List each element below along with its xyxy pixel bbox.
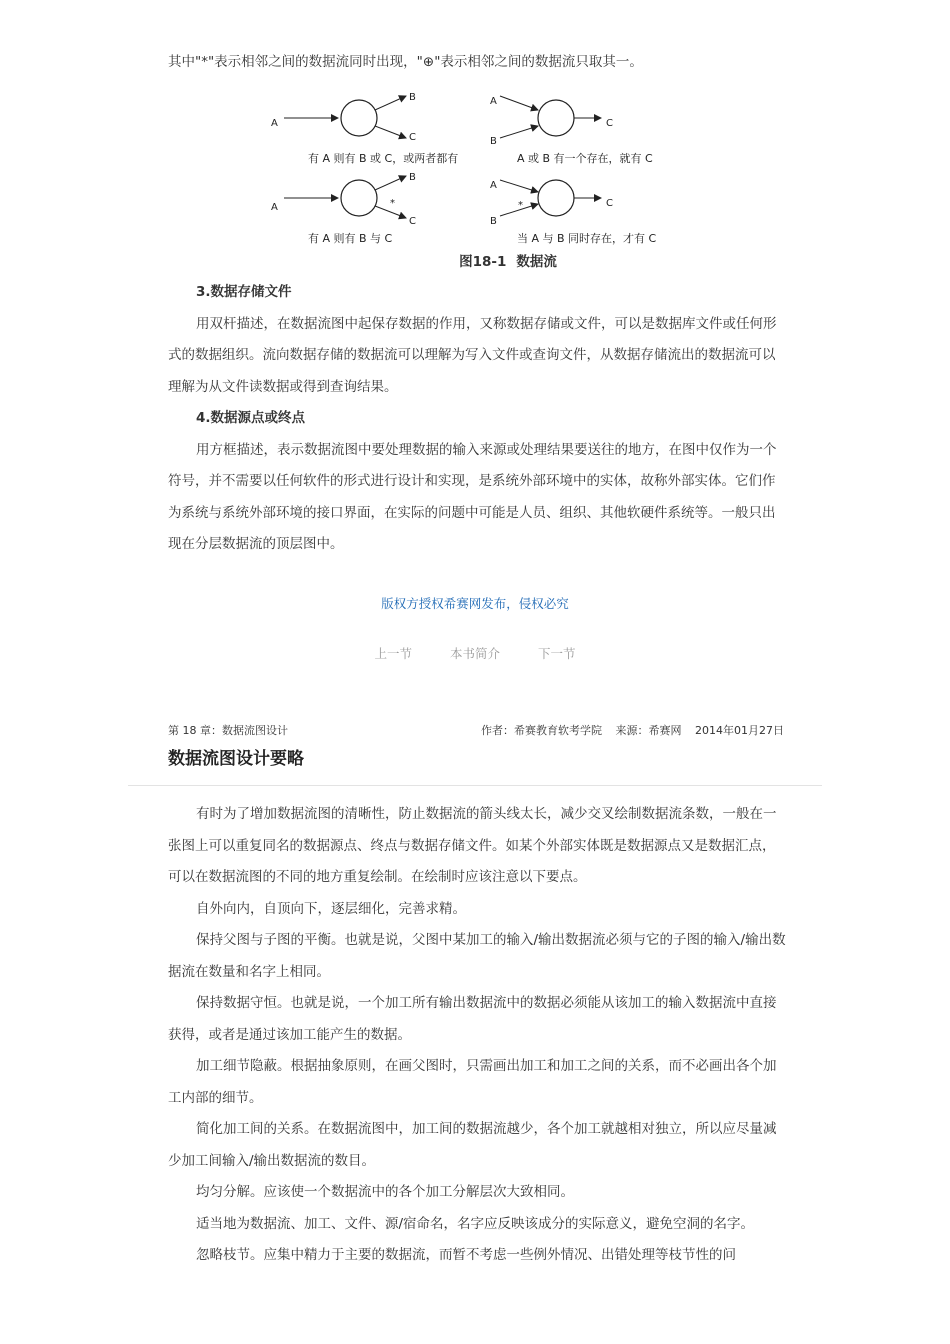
data-flow-figure <box>262 82 682 252</box>
fig3-process <box>341 180 377 216</box>
fig4-label-b: B <box>490 216 497 227</box>
fig1-caption: 有 A 则有 B 或 C，或两者都有 <box>308 152 459 165</box>
fig3-label-c: C <box>409 216 416 227</box>
next-section-link[interactable]: 下一节 <box>537 646 576 661</box>
fig2-caption: A 或 B 有一个存在，就有 C <box>517 152 653 165</box>
source-label: 来源：希赛网 <box>615 724 682 737</box>
fig4-caption: 当 A 与 B 同时存在，才有 C <box>517 232 657 245</box>
data-flow-diagram <box>262 82 682 252</box>
paragraph-data-source: 用方框描述，表示数据流图中要处理数据的输入来源或处理结果要送往的地方，在图中仅作为一个符号，并不需要以任何软件的形式进行设计和实现，是系统外部环境中的实体，故称外部实体。它们作为系统与系统外部环境的接口界面，在实际的问题中可能是人员、组织、其他软硬件系统等。一般只出现在分层数据流的顶层图中。 <box>168 441 777 552</box>
paragraph-data-store: 用双杆描述，在数据流图中起保存数据的作用，又称数据存储或文件，可以是数据库文件或任何形式的数据组织。流向数据存储的数据流可以理解为写入文件或查询文件，从数据存储流出的数据流可以理解为从文件读数据或得到查询结果。 <box>168 315 777 395</box>
fig1-arrow-out-c <box>375 126 406 138</box>
fig1-arrow-out-b <box>375 96 406 110</box>
body-paragraph: 忽略枝节。应集中精力于主要的数据流，而暂不考虑一些例外情况、出错处理等枝节性的问 <box>196 1247 736 1263</box>
fig2-label-c: C <box>606 118 613 129</box>
chapter-nav <box>0 644 950 662</box>
page-title: 数据流图设计要略 <box>168 749 304 769</box>
fig1-label-c: C <box>409 132 416 143</box>
body-paragraph: 有时为了增加数据流图的清晰性，防止数据流的箭头线太长，减少交叉绘制数据流条数，一般在一张图上可以重复同名的数据源点、终点与数据存储文件。如某个外部实体既是数据源点又是数据汇点，可以在数据流图的不同的地方重复绘制。在绘制时应该注意以下要点。 <box>168 806 777 885</box>
fig2-label-b: B <box>490 136 497 147</box>
fig1-label-b: B <box>409 92 416 103</box>
fig3-arrow-out-b <box>375 176 406 190</box>
fig4-label-a: A <box>490 180 497 191</box>
book-intro-link[interactable]: 本书简介 <box>449 646 500 661</box>
title-divider <box>128 785 822 786</box>
heading-data-store: 3.数据存储文件 <box>196 284 292 300</box>
fig3-label-a: A <box>271 202 278 213</box>
fig3-star: * <box>390 198 395 209</box>
fig4-arrow-in-a <box>500 180 538 192</box>
fig3-label-b: B <box>409 172 416 183</box>
article-meta <box>168 722 784 738</box>
prev-section-link[interactable]: 上一节 <box>374 646 412 661</box>
body-paragraph: 自外向内，自顶向下，逐层细化，完善求精。 <box>196 900 466 917</box>
fig2-arrow-in-b <box>500 126 538 138</box>
body-paragraph: 适当地为数据流、加工、文件、源/宿命名，名字应反映该成分的实际意义，避免空洞的名字。 <box>196 1215 755 1232</box>
author-label: 作者：希赛教育软考学院 <box>481 724 602 737</box>
body-paragraph: 保持父图与子图的平衡。也就是说，父图中某加工的输入/输出数据流必须与它的子图的输入/输出数据流在数量和名字上相同。 <box>168 932 786 980</box>
body-paragraph: 保持数据守恒。也就是说，一个加工所有输出数据流中的数据必须能从该加工的输入数据流中直接获得，或者是通过该加工能产生的数据。 <box>168 995 777 1043</box>
date-label: 2014年01月27日 <box>695 724 784 737</box>
heading-data-source: 4.数据源点或终点 <box>196 410 306 426</box>
fig2-label-a: A <box>490 96 497 107</box>
fig1-label-a: A <box>271 118 278 129</box>
fig2-process <box>538 100 574 136</box>
fig4-process <box>538 180 574 216</box>
body-paragraph: 加工细节隐蔽。根据抽象原则，在画父图时，只需画出加工和加工之间的关系，而不必画出各个加工内部的细节。 <box>168 1058 777 1106</box>
copyright-notice: 版权方授权希赛网发布，侵权必究 <box>381 596 569 611</box>
article-body <box>168 799 788 1272</box>
figure-number: 图18-1 <box>459 254 507 270</box>
body-paragraph: 均匀分解。应该使一个数据流中的各个加工分解层次大致相同。 <box>196 1184 574 1200</box>
fig4-star: * <box>518 200 523 211</box>
fig3-caption: 有 A 则有 B 与 C <box>308 232 393 245</box>
article-meta-right <box>471 722 784 738</box>
body-paragraph: 简化加工间的关系。在数据流图中，加工间的数据流越少，各个加工就越相对独立，所以应尽量减少加工间输入/输出数据流的数目。 <box>168 1121 777 1169</box>
figure-title-text: 数据流 <box>516 254 557 270</box>
section-storage-source <box>168 277 788 561</box>
fig2-arrow-in-a <box>500 96 538 110</box>
fig1-process <box>341 100 377 136</box>
chapter-label: 第 18 章：数据流图设计 <box>168 724 288 737</box>
fig4-label-c: C <box>606 198 613 209</box>
figure-title <box>168 250 838 270</box>
intro-text: 其中"*"表示相邻之间的数据流同时出现，"⊕"表示相邻之间的数据流只取其一。 <box>168 54 643 70</box>
